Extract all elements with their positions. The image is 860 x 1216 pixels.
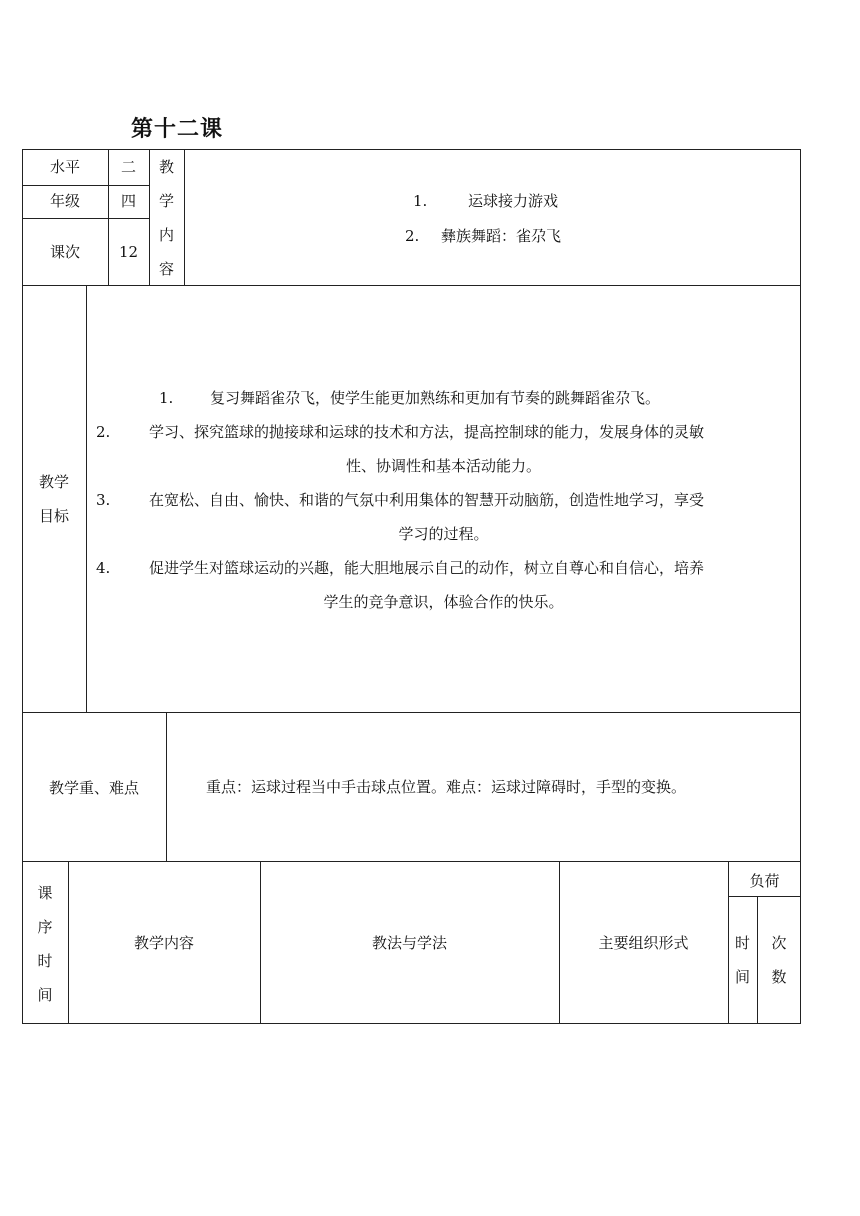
grade-value: 四: [120, 192, 136, 210]
goal-text: 促进学生对篮球运动的兴趣，能大胆地展示自己的动作，树立自尊心和自信心，培养: [149, 559, 705, 577]
level-value: 二: [120, 158, 136, 176]
goal-text: 学习、探究篮球的抛接球和运球的技术和方法，提高控制球的能力，发展身体的灵敏: [149, 423, 705, 441]
content-item-text: 运球接力游戏: [468, 192, 559, 210]
content-item-number: 1.: [413, 192, 428, 210]
schedule-method-header: 教法与学法: [371, 934, 447, 952]
keypoints-text: 重点：运球过程当中手击球点位置。难点：运球过障碍时，手型的变换。: [206, 778, 687, 796]
load-time-char: 间: [734, 968, 750, 986]
page-title: 第十二课: [131, 117, 224, 142]
schedule-content-header: 教学内容: [133, 934, 194, 952]
goals-label-line2: 目标: [38, 507, 69, 525]
load-count-char: 次: [771, 934, 787, 952]
goal-text: 复习舞蹈雀尕飞，使学生能更加熟练和更加有节奏的跳舞蹈雀尕飞。: [210, 389, 661, 407]
goals-label-line1: 教学: [38, 473, 69, 491]
goal-number: 3.: [96, 491, 111, 509]
content-label-char: 内: [158, 226, 174, 244]
content-label-char: 学: [158, 192, 174, 210]
load-header: 负荷: [749, 872, 780, 890]
content-label-char: 容: [158, 260, 174, 278]
keypoints-label: 教学重、难点: [48, 779, 139, 797]
schedule-time-char: 序: [37, 918, 53, 936]
schedule-time-char: 时: [37, 952, 53, 970]
load-time-char: 时: [734, 934, 750, 952]
goal-text-continued: 学习的过程。: [398, 525, 489, 543]
level-label: 水平: [49, 158, 80, 176]
goal-number: 4.: [96, 559, 111, 577]
content-label-char: 教: [158, 158, 174, 176]
goal-text-continued: 学生的竞争意识，体验合作的快乐。: [323, 593, 564, 611]
grade-label: 年级: [49, 192, 80, 210]
schedule-time-char: 课: [37, 884, 53, 902]
lesson-label: 课次: [49, 243, 80, 261]
content-item-text: 彝族舞蹈：雀尕飞: [441, 227, 562, 245]
schedule-time-char: 间: [37, 986, 53, 1004]
content-item-number: 2.: [405, 227, 420, 245]
schedule-organization-header: 主要组织形式: [598, 934, 689, 952]
load-count-char: 数: [771, 968, 787, 986]
goal-number: 2.: [96, 423, 111, 441]
goal-text: 在宽松、自由、愉快、和谐的气氛中利用集体的智慧开动脑筋，创造性地学习，享受: [149, 491, 705, 509]
goal-text-continued: 性、协调性和基本活动能力。: [345, 457, 541, 475]
goal-number: 1.: [159, 389, 174, 407]
lesson-value: 12: [118, 243, 139, 261]
